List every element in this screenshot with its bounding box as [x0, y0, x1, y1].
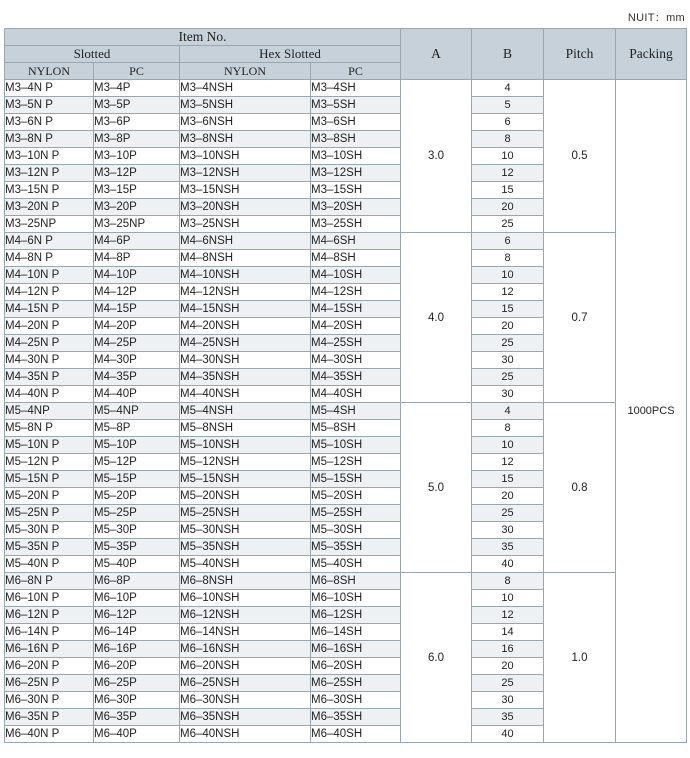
nylon-hex-code: M5–35NSH [180, 539, 311, 556]
b-value: 30 [472, 692, 544, 709]
pitch-value: 0.8 [544, 403, 616, 573]
nylon-slotted-code: M4–35N P [5, 369, 94, 386]
table-row [5, 233, 687, 250]
nylon-hex-code: M5–25NSH [180, 505, 311, 522]
b-value: 20 [472, 318, 544, 335]
nylon-hex-code: M4–35NSH [180, 369, 311, 386]
b-value: 6 [472, 114, 544, 131]
pc-slotted-code: M4–12P [94, 284, 180, 301]
nylon-slotted-code: M6–10N P [5, 590, 94, 607]
header-item-no: Item No. [5, 29, 401, 46]
pc-slotted-code: M4–10P [94, 267, 180, 284]
pc-slotted-code: M6–10P [94, 590, 180, 607]
b-value: 25 [472, 216, 544, 233]
pc-slotted-code: M5–40P [94, 556, 180, 573]
pc-hex-code: M5–8SH [311, 420, 401, 437]
b-value: 15 [472, 182, 544, 199]
pc-slotted-code: M5–8P [94, 420, 180, 437]
pc-hex-code: M6–35SH [311, 709, 401, 726]
nylon-slotted-code: M6–40N P [5, 726, 94, 743]
nylon-hex-code: M4–15NSH [180, 301, 311, 318]
nylon-slotted-code: M3–25NP [5, 216, 94, 233]
nylon-hex-code: M6–35NSH [180, 709, 311, 726]
nylon-hex-code: M4–25NSH [180, 335, 311, 352]
b-value: 8 [472, 420, 544, 437]
pc-slotted-code: M6–30P [94, 692, 180, 709]
nylon-slotted-code: M6–20N P [5, 658, 94, 675]
nylon-hex-code: M3–15NSH [180, 182, 311, 199]
nylon-slotted-code: M5–20N P [5, 488, 94, 505]
pc-hex-code: M5–30SH [311, 522, 401, 539]
b-value: 25 [472, 505, 544, 522]
pc-slotted-code: M5–35P [94, 539, 180, 556]
header-a: A [401, 29, 472, 80]
pc-slotted-code: M6–8P [94, 573, 180, 590]
nylon-hex-code: M5–20NSH [180, 488, 311, 505]
nylon-hex-code: M6–30NSH [180, 692, 311, 709]
header-hex-slotted: Hex Slotted [180, 46, 401, 63]
b-value: 10 [472, 148, 544, 165]
b-value: 12 [472, 284, 544, 301]
pc-slotted-code: M3–15P [94, 182, 180, 199]
nylon-hex-code: M4–12NSH [180, 284, 311, 301]
nylon-hex-code: M3–10NSH [180, 148, 311, 165]
pc-slotted-code: M3–20P [94, 199, 180, 216]
nylon-hex-code: M3–6NSH [180, 114, 311, 131]
pc-hex-code: M5–40SH [311, 556, 401, 573]
nylon-hex-code: M3–5NSH [180, 97, 311, 114]
b-value: 25 [472, 369, 544, 386]
pc-hex-code: M6–16SH [311, 641, 401, 658]
pc-hex-code: M3–4SH [311, 80, 401, 97]
a-value: 5.0 [401, 403, 472, 573]
b-value: 15 [472, 301, 544, 318]
pc-slotted-code: M4–35P [94, 369, 180, 386]
pc-slotted-code: M6–14P [94, 624, 180, 641]
b-value: 40 [472, 726, 544, 743]
nylon-hex-code: M6–40NSH [180, 726, 311, 743]
pc-slotted-code: M4–40P [94, 386, 180, 403]
nylon-hex-code: M5–12NSH [180, 454, 311, 471]
pc-slotted-code: M5–25P [94, 505, 180, 522]
nylon-hex-code: M3–8NSH [180, 131, 311, 148]
pc-hex-code: M4–20SH [311, 318, 401, 335]
nylon-hex-code: M4–8NSH [180, 250, 311, 267]
pc-slotted-code: M3–5P [94, 97, 180, 114]
b-value: 25 [472, 335, 544, 352]
pc-slotted-code: M4–8P [94, 250, 180, 267]
pc-slotted-code: M4–25P [94, 335, 180, 352]
pc-hex-code: M4–15SH [311, 301, 401, 318]
pitch-value: 1.0 [544, 573, 616, 743]
header-pc-hex: PC [311, 63, 401, 80]
b-value: 30 [472, 352, 544, 369]
nylon-slotted-code: M3–12N P [5, 165, 94, 182]
nylon-hex-code: M4–10NSH [180, 267, 311, 284]
header-pc: PC [94, 63, 180, 80]
table-header [5, 29, 687, 80]
pc-slotted-code: M6–25P [94, 675, 180, 692]
pc-hex-code: M5–35SH [311, 539, 401, 556]
pc-slotted-code: M6–16P [94, 641, 180, 658]
nylon-hex-code: M5–8NSH [180, 420, 311, 437]
b-value: 14 [472, 624, 544, 641]
nylon-slotted-code: M5–15N P [5, 471, 94, 488]
pc-hex-code: M4–30SH [311, 352, 401, 369]
pc-hex-code: M6–12SH [311, 607, 401, 624]
pc-hex-code: M4–6SH [311, 233, 401, 250]
nylon-slotted-code: M4–15N P [5, 301, 94, 318]
header-packing: Packing [616, 29, 687, 80]
pc-slotted-code: M5–15P [94, 471, 180, 488]
b-value: 5 [472, 97, 544, 114]
pc-slotted-code: M4–6P [94, 233, 180, 250]
nylon-slotted-code: M5–30N P [5, 522, 94, 539]
b-value: 40 [472, 556, 544, 573]
nylon-hex-code: M6–12NSH [180, 607, 311, 624]
nylon-slotted-code: M6–16N P [5, 641, 94, 658]
pc-hex-code: M6–25SH [311, 675, 401, 692]
nylon-slotted-code: M3–5N P [5, 97, 94, 114]
unit-label: NUIT：mm [627, 12, 685, 24]
pc-slotted-code: M5–4NP [94, 403, 180, 420]
nylon-hex-code: M6–10NSH [180, 590, 311, 607]
pc-hex-code: M6–20SH [311, 658, 401, 675]
pc-hex-code: M6–14SH [311, 624, 401, 641]
b-value: 16 [472, 641, 544, 658]
pc-slotted-code: M5–30P [94, 522, 180, 539]
pc-hex-code: M3–12SH [311, 165, 401, 182]
nylon-slotted-code: M4–25N P [5, 335, 94, 352]
a-value: 6.0 [401, 573, 472, 743]
pc-slotted-code: M4–30P [94, 352, 180, 369]
pc-hex-code: M6–40SH [311, 726, 401, 743]
pitch-value: 0.7 [544, 233, 616, 403]
pc-hex-code: M3–20SH [311, 199, 401, 216]
nylon-hex-code: M6–14NSH [180, 624, 311, 641]
b-value: 12 [472, 607, 544, 624]
pc-slotted-code: M6–35P [94, 709, 180, 726]
b-value: 35 [472, 539, 544, 556]
nylon-hex-code: M6–25NSH [180, 675, 311, 692]
pc-hex-code: M4–40SH [311, 386, 401, 403]
b-value: 8 [472, 131, 544, 148]
pc-hex-code: M5–12SH [311, 454, 401, 471]
table-row [5, 80, 687, 97]
nylon-hex-code: M3–12NSH [180, 165, 311, 182]
nylon-slotted-code: M5–35N P [5, 539, 94, 556]
nylon-hex-code: M5–40NSH [180, 556, 311, 573]
pc-hex-code: M5–10SH [311, 437, 401, 454]
pc-hex-code: M3–5SH [311, 97, 401, 114]
a-value: 4.0 [401, 233, 472, 403]
pc-hex-code: M4–8SH [311, 250, 401, 267]
b-value: 30 [472, 522, 544, 539]
pc-hex-code: M4–12SH [311, 284, 401, 301]
nylon-hex-code: M5–15NSH [180, 471, 311, 488]
nylon-slotted-code: M5–40N P [5, 556, 94, 573]
nylon-slotted-code: M4–12N P [5, 284, 94, 301]
nylon-hex-code: M3–4NSH [180, 80, 311, 97]
pc-slotted-code: M6–40P [94, 726, 180, 743]
pc-hex-code: M3–15SH [311, 182, 401, 199]
pc-slotted-code: M5–20P [94, 488, 180, 505]
nylon-slotted-code: M6–35N P [5, 709, 94, 726]
table-row [5, 403, 687, 420]
nylon-slotted-code: M6–12N P [5, 607, 94, 624]
nylon-slotted-code: M5–12N P [5, 454, 94, 471]
nylon-slotted-code: M3–6N P [5, 114, 94, 131]
header-b: B [472, 29, 544, 80]
nylon-hex-code: M6–8NSH [180, 573, 311, 590]
b-value: 20 [472, 658, 544, 675]
b-value: 30 [472, 386, 544, 403]
pc-hex-code: M4–10SH [311, 267, 401, 284]
header-nylon: NYLON [5, 63, 94, 80]
b-value: 10 [472, 590, 544, 607]
b-value: 8 [472, 573, 544, 590]
a-value: 3.0 [401, 80, 472, 233]
nylon-slotted-code: M3–4N P [5, 80, 94, 97]
pc-slotted-code: M4–15P [94, 301, 180, 318]
nylon-hex-code: M3–25NSH [180, 216, 311, 233]
b-value: 10 [472, 437, 544, 454]
nylon-hex-code: M4–20NSH [180, 318, 311, 335]
b-value: 6 [472, 233, 544, 250]
b-value: 10 [472, 267, 544, 284]
pc-hex-code: M3–8SH [311, 131, 401, 148]
nylon-hex-code: M6–16NSH [180, 641, 311, 658]
nylon-slotted-code: M5–8N P [5, 420, 94, 437]
nylon-hex-code: M6–20NSH [180, 658, 311, 675]
header-nylon-hex: NYLON [180, 63, 311, 80]
nylon-slotted-code: M6–25N P [5, 675, 94, 692]
nylon-slotted-code: M4–8N P [5, 250, 94, 267]
pc-slotted-code: M6–12P [94, 607, 180, 624]
pc-slotted-code: M3–6P [94, 114, 180, 131]
header-slotted: Slotted [5, 46, 180, 63]
pc-hex-code: M5–20SH [311, 488, 401, 505]
nylon-slotted-code: M4–10N P [5, 267, 94, 284]
nylon-slotted-code: M4–30N P [5, 352, 94, 369]
pc-slotted-code: M3–10P [94, 148, 180, 165]
pc-slotted-code: M3–12P [94, 165, 180, 182]
b-value: 12 [472, 454, 544, 471]
nylon-slotted-code: M5–25N P [5, 505, 94, 522]
pc-slotted-code: M3–25NP [94, 216, 180, 233]
nylon-slotted-code: M3–20N P [5, 199, 94, 216]
nylon-slotted-code: M3–15N P [5, 182, 94, 199]
nylon-hex-code: M5–4NSH [180, 403, 311, 420]
specification-table [4, 28, 687, 743]
pc-hex-code: M5–25SH [311, 505, 401, 522]
pc-hex-code: M5–15SH [311, 471, 401, 488]
pc-slotted-code: M4–20P [94, 318, 180, 335]
nylon-slotted-code: M6–14N P [5, 624, 94, 641]
b-value: 25 [472, 675, 544, 692]
b-value: 4 [472, 80, 544, 97]
b-value: 4 [472, 403, 544, 420]
nylon-slotted-code: M3–8N P [5, 131, 94, 148]
nylon-slotted-code: M4–20N P [5, 318, 94, 335]
b-value: 8 [472, 250, 544, 267]
header-pitch: Pitch [544, 29, 616, 80]
nylon-hex-code: M4–40NSH [180, 386, 311, 403]
b-value: 15 [472, 471, 544, 488]
nylon-slotted-code: M6–8N P [5, 573, 94, 590]
pc-hex-code: M3–25SH [311, 216, 401, 233]
nylon-slotted-code: M4–40N P [5, 386, 94, 403]
nylon-slotted-code: M6–30N P [5, 692, 94, 709]
nylon-slotted-code: M5–4NP [5, 403, 94, 420]
pc-hex-code: M4–35SH [311, 369, 401, 386]
nylon-hex-code: M4–6NSH [180, 233, 311, 250]
pc-hex-code: M3–10SH [311, 148, 401, 165]
pc-slotted-code: M3–8P [94, 131, 180, 148]
table-row [5, 573, 687, 590]
table-body [5, 80, 687, 743]
pc-slotted-code: M3–4P [94, 80, 180, 97]
pc-hex-code: M6–8SH [311, 573, 401, 590]
pc-slotted-code: M5–12P [94, 454, 180, 471]
b-value: 35 [472, 709, 544, 726]
packing-value: 1000PCS [616, 80, 687, 743]
pitch-value: 0.5 [544, 80, 616, 233]
pc-hex-code: M4–25SH [311, 335, 401, 352]
pc-hex-code: M3–6SH [311, 114, 401, 131]
b-value: 12 [472, 165, 544, 182]
nylon-hex-code: M3–20NSH [180, 199, 311, 216]
pc-hex-code: M5–4SH [311, 403, 401, 420]
nylon-slotted-code: M4–6N P [5, 233, 94, 250]
pc-hex-code: M6–10SH [311, 590, 401, 607]
pc-slotted-code: M5–10P [94, 437, 180, 454]
nylon-slotted-code: M5–10N P [5, 437, 94, 454]
nylon-slotted-code: M3–10N P [5, 148, 94, 165]
nylon-hex-code: M5–10NSH [180, 437, 311, 454]
pc-hex-code: M6–30SH [311, 692, 401, 709]
nylon-hex-code: M5–30NSH [180, 522, 311, 539]
nylon-hex-code: M4–30NSH [180, 352, 311, 369]
b-value: 20 [472, 199, 544, 216]
b-value: 20 [472, 488, 544, 505]
pc-slotted-code: M6–20P [94, 658, 180, 675]
